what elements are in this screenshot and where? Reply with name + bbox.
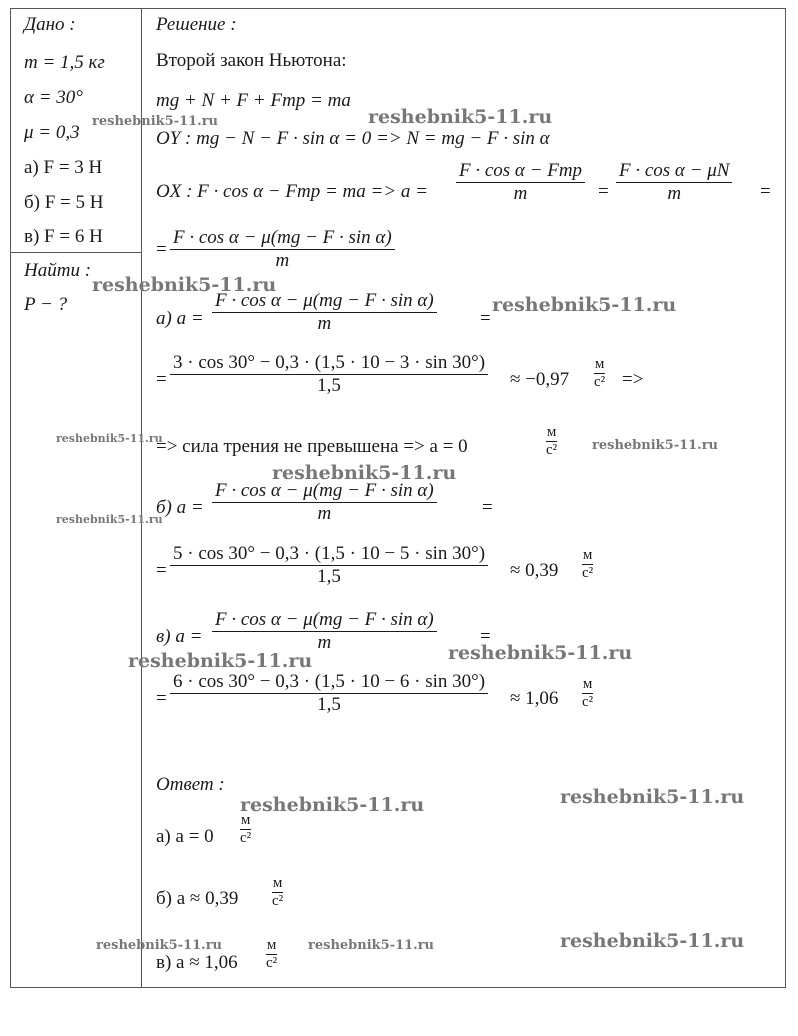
equals-sign: = bbox=[760, 181, 771, 202]
ox-fraction-2-numerator: F · cos α − μN bbox=[619, 160, 730, 181]
case-a-calc-numerator: 3 · cos 30° − 0,3 · (1,5 · 10 − 3 · sin 30°) bbox=[173, 352, 486, 373]
vector-equation: mg + N + F + Fтр = ma bbox=[156, 90, 351, 111]
unit-denominator: с² bbox=[272, 893, 284, 909]
equals-sign: = bbox=[156, 369, 167, 390]
answer-a-unit bbox=[240, 812, 251, 847]
equals-sign: = bbox=[156, 239, 167, 260]
case-a-arrow: => bbox=[622, 369, 644, 390]
equals-sign: = bbox=[598, 181, 609, 202]
answer-c-unit bbox=[266, 937, 277, 972]
oy-equation: OY : mg − N − F · sin α = 0 => N = mg − F · sin α bbox=[156, 128, 550, 149]
given-item-force-c: в) F = 6 Н bbox=[24, 226, 103, 247]
case-a-fraction bbox=[212, 290, 437, 335]
case-a-conclusion: => сила трения не превышена => a = 0 bbox=[156, 436, 468, 457]
ox-equation-prefix: OX : F · cos α − Fтр = ma => a = bbox=[156, 181, 428, 202]
column-divider bbox=[141, 8, 142, 988]
watermark: reshebnik5-11.ru bbox=[448, 642, 633, 664]
equals-sign: = bbox=[156, 560, 167, 581]
case-a-calc-denominator: 1,5 bbox=[317, 375, 341, 396]
unit-numerator: м bbox=[594, 356, 605, 372]
unit-denominator: с² bbox=[240, 830, 252, 846]
given-item-angle: α = 30° bbox=[24, 87, 83, 108]
case-c-calc-denominator: 1,5 bbox=[317, 694, 341, 715]
case-b-denominator: m bbox=[317, 503, 332, 524]
equals-sign: = bbox=[482, 497, 493, 518]
watermark: reshebnik5-11.ru bbox=[128, 650, 313, 672]
watermark: reshebnik5-11.ru bbox=[368, 106, 553, 128]
general-fraction bbox=[170, 227, 395, 272]
case-c-calc-fraction bbox=[170, 671, 488, 716]
watermark: reshebnik5-11.ru bbox=[560, 786, 745, 808]
case-a-prefix: а) a = bbox=[156, 308, 204, 329]
watermark: reshebnik5-11.ru bbox=[92, 274, 277, 296]
case-b-numerator: F · cos α − μ(mg − F · sin α) bbox=[215, 480, 434, 501]
watermark: reshebnik5-11.ru bbox=[592, 438, 719, 453]
unit-denominator: с² bbox=[582, 565, 594, 581]
case-c-calc-numerator: 6 · cos 30° − 0,3 · (1,5 · 10 − 6 · sin 30°) bbox=[173, 671, 486, 692]
watermark: reshebnik5-11.ru bbox=[56, 513, 163, 526]
ox-fraction-1-numerator: F · cos α − Fтр bbox=[459, 160, 583, 181]
case-c-denominator: m bbox=[317, 632, 332, 653]
equals-sign: = bbox=[480, 626, 491, 647]
case-a-unit bbox=[594, 356, 605, 391]
unit-numerator: м bbox=[582, 547, 593, 563]
ox-fraction-2 bbox=[616, 160, 732, 205]
answer-b: б) a ≈ 0,39 bbox=[156, 888, 239, 909]
answer-header: Ответ : bbox=[156, 774, 225, 795]
case-b-unit bbox=[582, 547, 593, 582]
given-item-force-b: б) F = 5 Н bbox=[24, 192, 104, 213]
find-header: Найти : bbox=[24, 260, 92, 281]
given-item-mass: m = 1,5 кг bbox=[24, 52, 105, 73]
unit-denominator: с² bbox=[266, 955, 278, 971]
answer-b-unit bbox=[272, 875, 283, 910]
case-b-calc-fraction bbox=[170, 543, 488, 588]
answer-c: в) a ≈ 1,06 bbox=[156, 952, 238, 973]
case-c-unit bbox=[582, 676, 593, 711]
case-b-result: ≈ 0,39 bbox=[510, 560, 559, 581]
case-c-result: ≈ 1,06 bbox=[510, 688, 559, 709]
given-header: Дано : bbox=[24, 14, 76, 35]
unit-numerator: м bbox=[266, 937, 277, 953]
unit-denominator: с² bbox=[582, 694, 594, 710]
given-find-divider bbox=[10, 252, 142, 253]
answer-a: а) a = 0 bbox=[156, 826, 214, 847]
find-item: P − ? bbox=[24, 294, 68, 315]
equals-sign: = bbox=[480, 308, 491, 329]
case-b-prefix: б) a = bbox=[156, 497, 204, 518]
unit-numerator: м bbox=[240, 812, 251, 828]
watermark: reshebnik5-11.ru bbox=[560, 930, 745, 952]
watermark: reshebnik5-11.ru bbox=[272, 462, 457, 484]
unit-denominator: с² bbox=[594, 374, 606, 390]
watermark: reshebnik5-11.ru bbox=[240, 794, 425, 816]
general-fraction-numerator: F · cos α − μ(mg − F · sin α) bbox=[173, 227, 392, 248]
case-b-calc-denominator: 1,5 bbox=[317, 566, 341, 587]
unit-numerator: м bbox=[272, 875, 283, 891]
unit-numerator: м bbox=[582, 676, 593, 692]
case-a-conclusion-unit bbox=[546, 424, 557, 459]
equals-sign: = bbox=[156, 688, 167, 709]
unit-numerator: м bbox=[546, 424, 557, 440]
watermark: reshebnik5-11.ru bbox=[92, 114, 219, 129]
case-b-fraction bbox=[212, 480, 437, 525]
case-c-fraction bbox=[212, 609, 437, 654]
watermark: reshebnik5-11.ru bbox=[56, 432, 163, 445]
case-a-denominator: m bbox=[317, 313, 332, 334]
given-item-force-a: а) F = 3 Н bbox=[24, 157, 103, 178]
watermark: reshebnik5-11.ru bbox=[96, 938, 223, 953]
unit-denominator: с² bbox=[546, 442, 558, 458]
case-b-calc-numerator: 5 · cos 30° − 0,3 · (1,5 · 10 − 5 · sin 30°) bbox=[173, 543, 486, 564]
case-a-numerator: F · cos α − μ(mg − F · sin α) bbox=[215, 290, 434, 311]
ox-fraction-2-denominator: m bbox=[667, 183, 682, 204]
general-fraction-denominator: m bbox=[275, 250, 290, 271]
watermark: reshebnik5-11.ru bbox=[308, 938, 435, 953]
watermark: reshebnik5-11.ru bbox=[492, 294, 677, 316]
newton-law-label: Второй закон Ньютона: bbox=[156, 50, 347, 71]
solution-header: Решение : bbox=[156, 14, 237, 35]
given-item-mu: μ = 0,3 bbox=[24, 122, 80, 143]
case-a-result: ≈ −0,97 bbox=[510, 369, 570, 390]
ox-fraction-1-denominator: m bbox=[513, 183, 528, 204]
case-a-calc-fraction bbox=[170, 352, 488, 397]
ox-fraction-1 bbox=[456, 160, 585, 205]
case-c-numerator: F · cos α − μ(mg − F · sin α) bbox=[215, 609, 434, 630]
case-c-prefix: в) a = bbox=[156, 626, 203, 647]
